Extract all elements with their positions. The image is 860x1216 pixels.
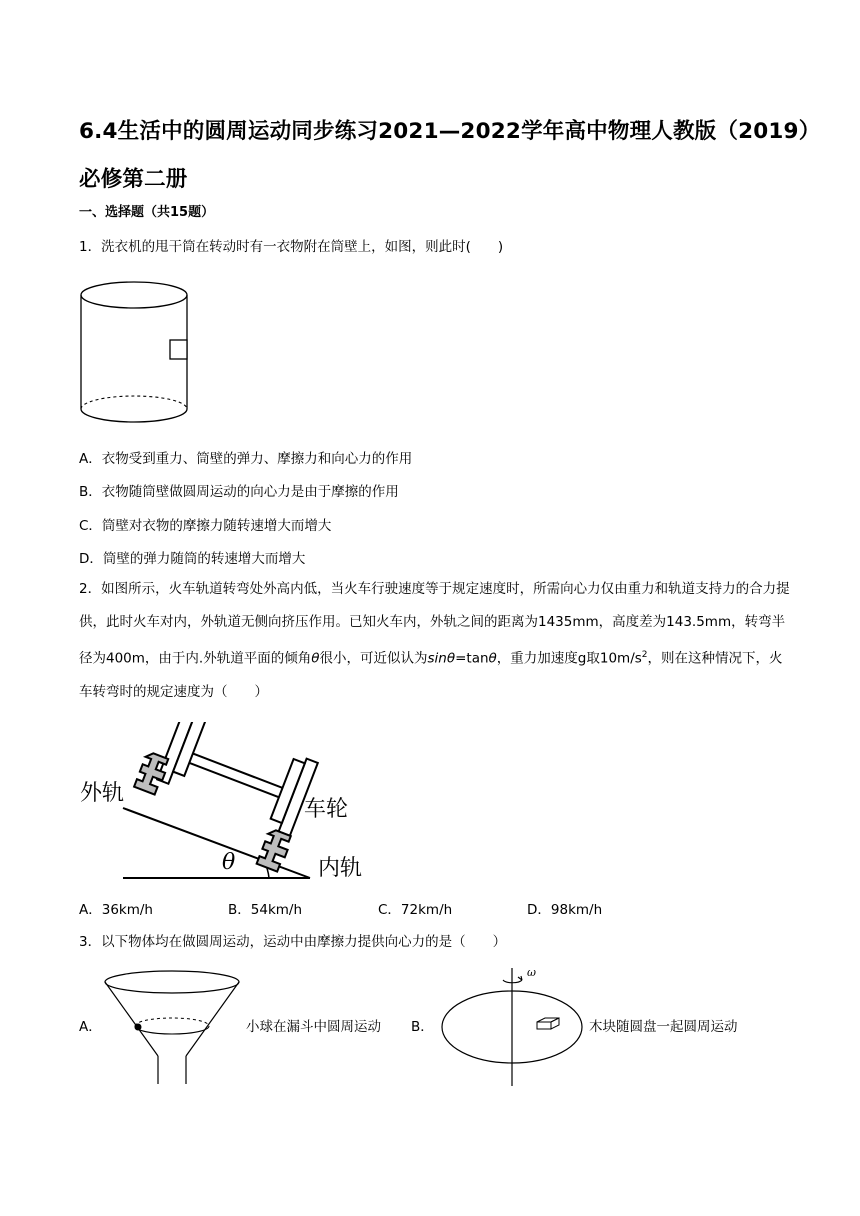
stem-part-b: 很小，可近似认为 xyxy=(319,650,428,667)
question-1-option-c: C．筒壁对衣物的摩擦力随转速增大而增大 xyxy=(79,518,332,534)
title-line-1: 6.4生活中的圆周运动同步练习2021—2022学年高中物理人教版（2019） xyxy=(79,119,821,144)
question-1-option-b: B．衣物随筒壁做圆周运动的向心力是由于摩擦的作用 xyxy=(79,484,399,500)
omega-label: ω xyxy=(527,966,536,979)
label-outer-rail: 外轨 xyxy=(80,781,125,806)
stem-part-d: ，则在这种情况下，火车转弯时的规定速度为（ ） xyxy=(79,650,783,700)
page-title xyxy=(79,108,819,204)
question-2-stem xyxy=(79,573,791,709)
stem-part-a: 2．如图所示，火车轨道转弯处外高内低，当火车行驶速度等于规定速度时，所需向心力仅由重力和轨道支持力的合力提供，此时火车对内，外轨道无侧向挤压作用。已知火车内，外轨之间的距离为1435mm，高度差为143.5mm，转弯半径为400m，由于内.外轨道平面的倾角 xyxy=(79,581,790,667)
theta-symbol: θ xyxy=(488,650,497,667)
section-heading: 一、选择题（共15题） xyxy=(79,205,215,220)
title-line-2: 必修第二册 xyxy=(79,167,188,192)
question-3-option-a-label: A． xyxy=(79,1019,102,1035)
question-2-option-d: D．98km/h xyxy=(527,902,603,918)
question-2-option-b: B．54km/h xyxy=(228,902,303,918)
question-2-option-c: C．72km/h xyxy=(378,902,453,918)
label-wheel: 车轮 xyxy=(304,797,349,822)
label-angle-theta: θ xyxy=(222,850,236,875)
superscript: 2 xyxy=(641,650,648,660)
tan-equation: =tan xyxy=(455,650,489,667)
rotating-disc-figure xyxy=(436,964,588,1088)
question-3-option-a-caption: 小球在漏斗中圆周运动 xyxy=(246,1019,381,1035)
question-1-option-d: D．筒壁的弹力随筒的转速增大而增大 xyxy=(79,551,306,567)
theta-symbol: θ xyxy=(446,650,456,667)
funnel-figure xyxy=(100,970,245,1088)
dryer-drum-figure xyxy=(78,279,192,427)
question-3-option-b-caption: 木块随圆盘一起圆周运动 xyxy=(589,1019,738,1035)
label-inner-rail: 内轨 xyxy=(318,856,363,881)
question-1-stem: 1．洗衣机的甩干筒在转动时有一衣物附在筒壁上，如图，则此时( ) xyxy=(79,239,504,255)
question-2-option-a: A．36km/h xyxy=(79,902,153,918)
stem-part-c: ，重力加速度g取10m/s xyxy=(496,650,642,667)
question-1-option-a: A．衣物受到重力、筒壁的弹力、摩擦力和向心力的作用 xyxy=(79,451,413,467)
theta-symbol: θ xyxy=(311,650,320,667)
question-3-stem: 3．以下物体均在做圆周运动，运动中由摩擦力提供向心力的是（ ） xyxy=(79,934,507,950)
question-3-option-b-label: B． xyxy=(411,1019,434,1035)
sin-symbol: sin xyxy=(427,650,447,667)
